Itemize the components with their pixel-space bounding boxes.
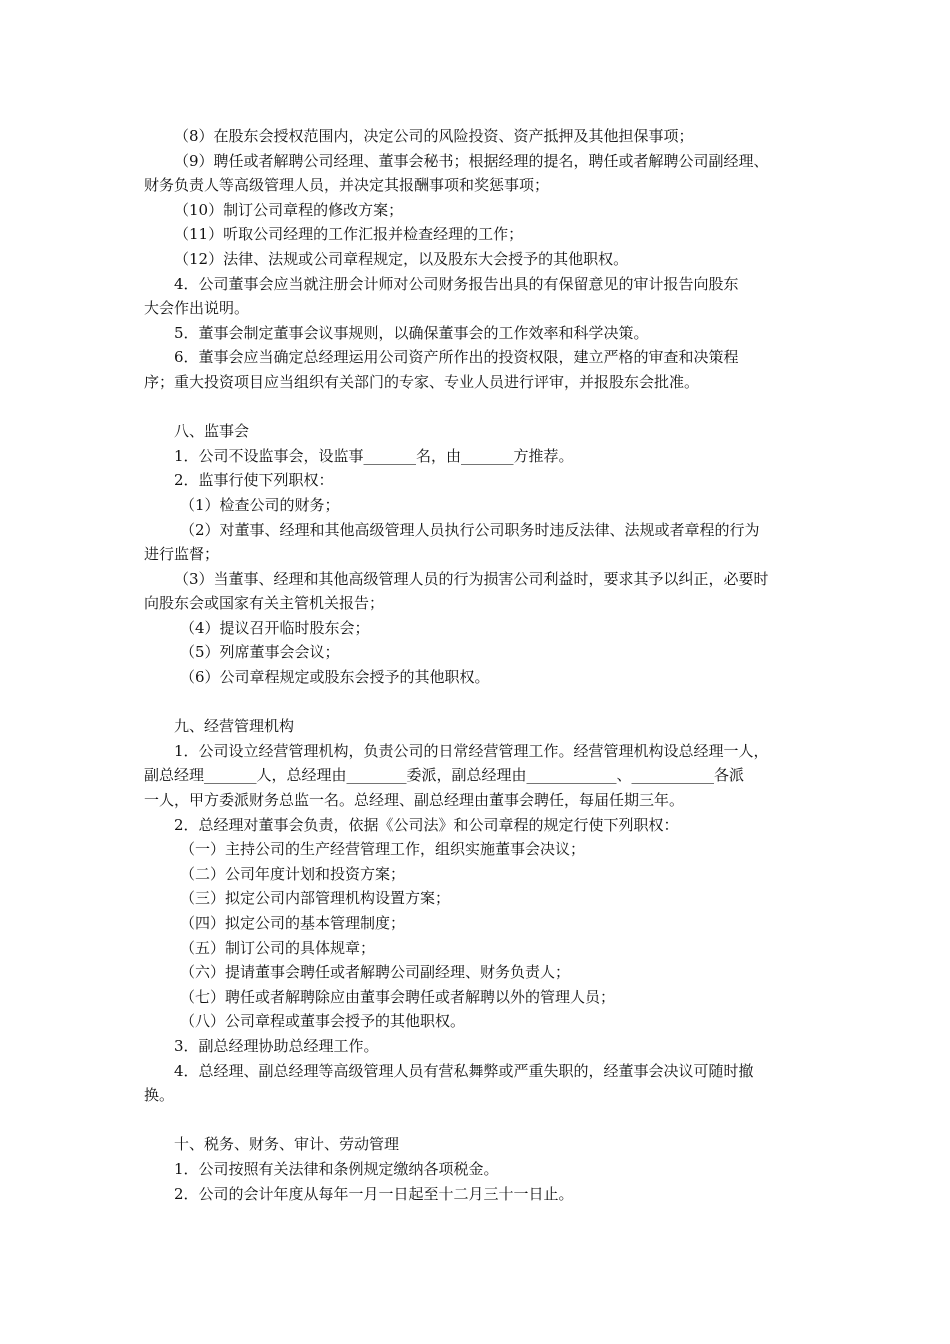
management-item-1: （一）主持公司的生产经营管理工作，组织实施董事会决议； (180, 840, 586, 859)
supervisor-para-2: 2．监事行使下列职权： (174, 471, 334, 490)
board-item-9-line1: （9）聘任或者解聘公司经理、董事会秘书；根据经理的提名，聘任或者解聘公司副经理、 (174, 151, 769, 170)
management-item-2: （二）公司年度计划和投资方案； (180, 864, 406, 883)
supervisor-item-5: （5）列席董事会会议； (180, 643, 340, 662)
section-10-title: 十、税务、财务、审计、劳动管理 (174, 1135, 400, 1154)
supervisor-item-6: （6）公司章程规定或股东会授予的其他职权。 (180, 668, 490, 687)
board-para-4-line1: 4．公司董事会应当就注册会计师对公司财务报告出具的有保留意见的审计报告向股东 (174, 274, 739, 293)
section-spacer (144, 1108, 809, 1133)
supervisor-item-4: （4）提议召开临时股东会； (180, 618, 370, 637)
management-para-3: 3．副总经理协助总经理工作。 (174, 1036, 379, 1055)
board-para-6-line2: 序；重大投资项目应当组织有关部门的专家、专业人员进行评审，并报股东会批准。 (144, 372, 700, 391)
finance-para-2: 2．公司的会计年度从每年一月一日起至十二月三十一日止。 (174, 1184, 574, 1203)
management-para-1-line1: 1．公司设立经营管理机构，负责公司的日常经营管理工作。经营管理机构设总经理一人， (174, 741, 769, 760)
section-spacer (144, 690, 809, 715)
board-item-12: （12）法律、法规或公司章程规定，以及股东大会授予的其他职权。 (174, 249, 629, 268)
management-item-5: （五）制订公司的具体规章； (180, 938, 376, 957)
supervisor-para-1: 1．公司不设监事会，设监事_______名，由_______方推荐。 (174, 446, 574, 465)
board-item-8: （8）在股东会授权范围内，决定公司的风险投资、资产抵押及其他担保事项； (174, 127, 694, 145)
section-spacer (144, 395, 809, 420)
finance-para-1: 1．公司按照有关法律和条例规定缴纳各项税金。 (174, 1159, 499, 1178)
management-para-2: 2．总经理对董事会负责，依据《公司法》和公司章程的规定行使下列职权： (174, 815, 679, 834)
document-body (144, 124, 809, 1206)
board-item-9-line2: 财务负责人等高级管理人员，并决定其报酬事项和奖惩事项； (144, 176, 550, 195)
supervisor-item-2-line2: 进行监督； (144, 545, 220, 564)
management-para-4-line2: 换。 (144, 1086, 175, 1105)
board-para-6-line1: 6．董事会应当确定总经理运用公司资产所作出的投资权限，建立严格的审查和决策程 (174, 348, 739, 367)
management-item-7: （七）聘任或者解聘除应由董事会聘任或者解聘以外的管理人员； (180, 987, 616, 1006)
board-item-10: （10）制订公司章程的修改方案； (174, 200, 404, 219)
management-item-4: （四）拟定公司的基本管理制度； (180, 914, 406, 932)
board-para-4-line2: 大会作出说明。 (144, 299, 250, 318)
management-para-1-line3: 一人，甲方委派财务总监一名。总经理、副总经理由董事会聘任，每届任期三年。 (144, 791, 685, 810)
board-para-5: 5．董事会制定董事会议事规则，以确保董事会的工作效率和科学决策。 (174, 323, 649, 342)
management-para-4-line1: 4．总经理、副总经理等高级管理人员有营私舞弊或严重失职的，经董事会决议可随时撤 (174, 1061, 754, 1080)
section-9-title: 九、经营管理机构 (174, 717, 295, 736)
board-item-11: （11）听取公司经理的工作汇报并检查经理的工作； (174, 225, 524, 244)
management-para-1-line2: 副总经理_______人，总经理由________委派，副总经理由____________、___________各派 (144, 766, 745, 785)
section-8-title: 八、监事会 (174, 422, 250, 441)
management-item-8: （八）公司章程或董事会授予的其他职权。 (180, 1012, 466, 1031)
management-item-3: （三）拟定公司内部管理机构设置方案； (180, 889, 451, 908)
supervisor-item-3-line2: 向股东会或国家有关主管机关报告； (144, 594, 385, 613)
supervisor-item-3-line1: （3）当董事、经理和其他高级管理人员的行为损害公司利益时，要求其予以纠正，必要时 (174, 569, 769, 588)
supervisor-item-1: （1）检查公司的财务； (180, 495, 340, 514)
management-item-6: （六）提请董事会聘任或者解聘公司副经理、财务负责人； (180, 963, 571, 982)
supervisor-item-2-line1: （2）对董事、经理和其他高级管理人员执行公司职务时违反法律、法规或者章程的行为 (180, 520, 760, 539)
